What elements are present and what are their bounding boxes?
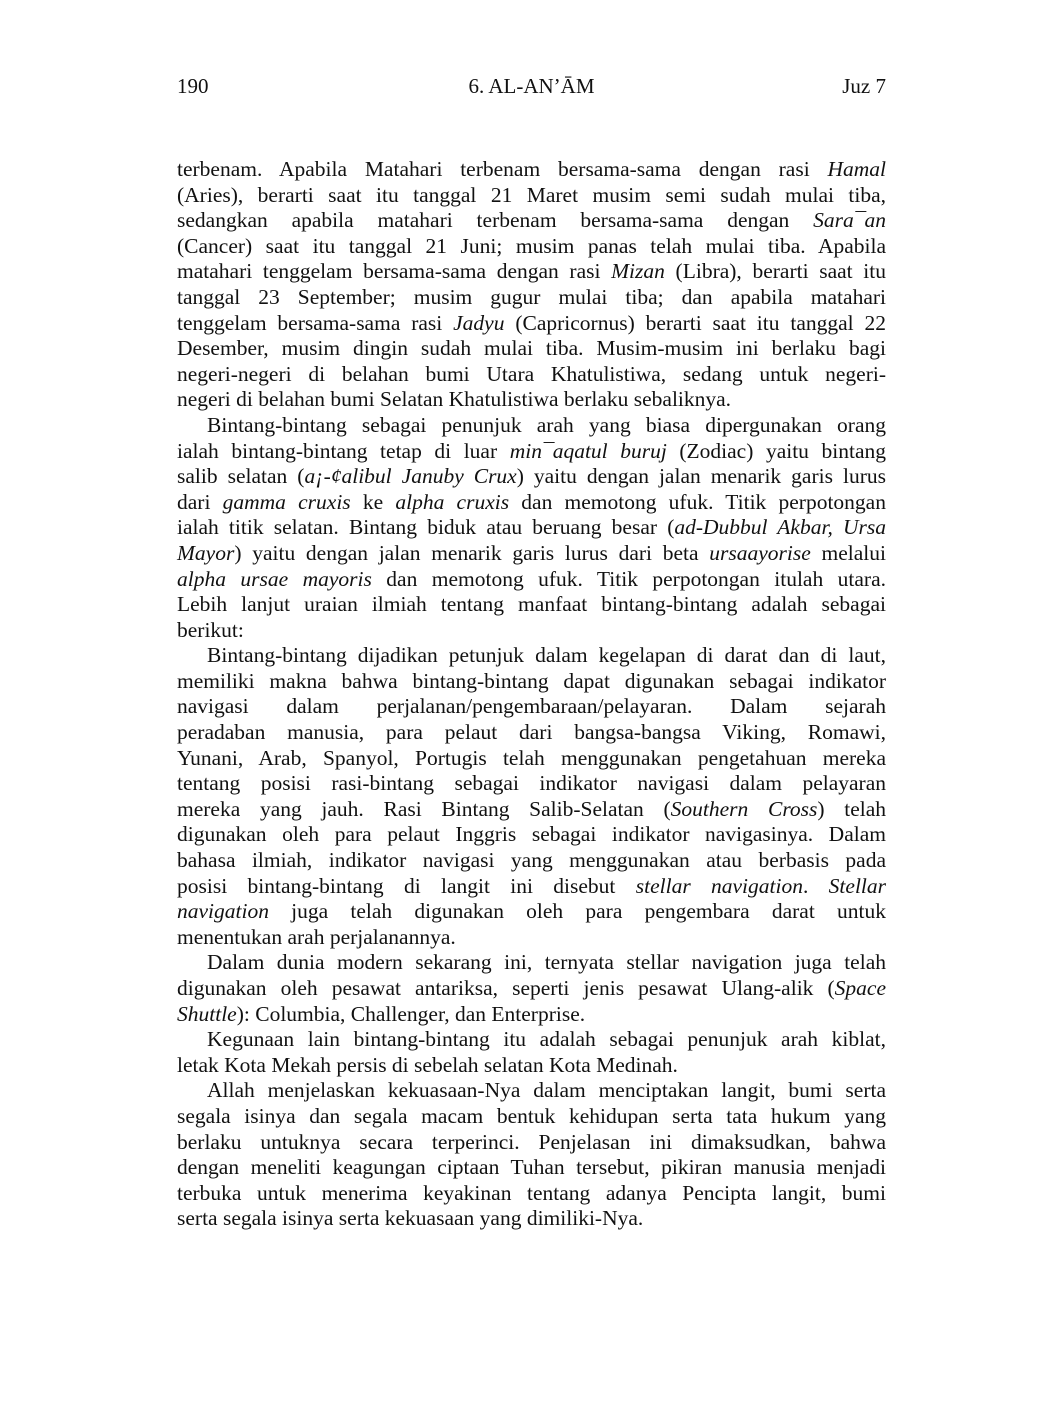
text-run: serta segala isinya serta kekuasaan yang dimiliki-Nya. [177,1206,644,1231]
text-run: tenggelam bersama-sama rasi [177,310,454,335]
text-line [177,618,886,644]
text-run: ): Columbia, Challenger, dan Enterprise. [236,1001,586,1026]
text-line [177,1181,886,1207]
text-run: berikut: [177,617,244,642]
italic-term: ursaayorise [709,540,811,565]
text-run: Yunani, Arab, Spanyol, Portugis telah menggunakan pengetahuan mereka [177,745,886,770]
text-run: dengan meneliti keagungan ciptaan Tuhan tersebut, pikiran manusia menjadi [177,1155,886,1180]
text-run: tanggal 23 September; musim gugur mulai tiba; dan apabila matahari [177,284,886,309]
text-line [177,746,886,772]
text-line [177,464,886,490]
text-run: segala isinya dan segala macam bentuk kehidupan serta tata hukum yang [177,1103,886,1128]
text-line [177,234,886,260]
text-run: sedangkan apabila matahari terbenam bersama-sama dengan [177,208,814,233]
text-line [177,1002,886,1028]
text-run: ke [350,489,396,514]
text-run: ) telah [817,796,887,821]
text-run: terbenam. Apabila Matahari terbenam bersama-sama dengan rasi [177,157,828,181]
text-run: . [802,873,829,898]
text-run: tentang posisi rasi-bintang sebagai indikator navigasi dalam pelayaran [177,771,886,796]
text-run: bahasa ilmiah, indikator navigasi yang menggunakan atau berbasis pada [177,848,886,873]
text-line [177,822,886,848]
text-run: Kegunaan lain bintang-bintang itu adalah sebagai penunjuk arah kiblat, [207,1027,886,1052]
text-run: salib selatan ( [177,464,305,489]
text-run: juga telah digunakan oleh para pengembara darat untuk [268,899,886,924]
text-line [177,208,886,234]
italic-term: alpha cruxis [395,489,510,514]
text-line [177,1155,886,1181]
paragraph [177,1027,886,1078]
text-run: dari [177,489,223,514]
italic-term: gamma cruxis [222,489,351,514]
text-run: dan memotong ufuk. Titik perpotongan [509,489,886,514]
text-line [177,541,886,567]
text-run: menentukan arah perjalanannya. [177,924,456,949]
text-line [177,439,886,465]
juz-label: Juz 7 [842,74,886,98]
text-line [177,259,886,285]
text-run: letak Kota Mekah persis di sebelah selatan Kota Medinah. [177,1052,678,1077]
text-run: memiliki makna bahwa bintang-bintang dapat digunakan sebagai indikator [177,668,886,693]
text-line [177,592,886,618]
text-run: (Zodiac) yaitu bintang [666,438,886,463]
text-line [177,157,886,183]
text-line [177,490,886,516]
text-run: peradaban manusia, para pelaut dari bangsa-bangsa Viking, Romawi, [177,720,886,745]
text-line [177,720,886,746]
text-line [177,899,886,925]
text-line [177,1104,886,1130]
text-run: (Cancer) saat itu tanggal 21 Juni; musim panas telah mulai tiba. Apabila [177,233,886,258]
text-run: negeri-negeri di belahan bumi Utara Khatulistiwa, sedang untuk negeri- [177,361,886,386]
text-line [177,183,886,209]
text-line [177,925,886,951]
text-line [177,848,886,874]
italic-term: alpha ursae mayoris [177,566,372,591]
italic-term: Sara¯an [813,208,886,233]
text-run: terbuka untuk menerima keyakinan tentang adanya Pencipta langit, bumi [177,1180,886,1205]
text-line [177,567,886,593]
chapter-title: 6. AL-AN’ĀM [468,74,595,98]
text-run: posisi bintang-bintang di langit ini disebut [177,873,636,898]
text-run: ) yaitu dengan jalan menarik garis lurus dari beta [234,540,710,565]
text-run: digunakan oleh para pelaut Inggris sebagai indikator navigasinya. Dalam [177,822,886,847]
text-run: (Aries), berarti saat itu tanggal 21 Maret musim semi sudah mulai tiba, [177,182,886,207]
text-line [177,362,886,388]
text-run: berlaku untuknya secara terperinci. Penjelasan ini dimaksudkan, bahwa [177,1129,886,1154]
italic-term: stellar navigation [635,873,803,898]
text-run: matahari tenggelam bersama-sama dengan rasi [177,259,612,284]
text-run: navigasi dalam perjalanan/pengembaraan/pelayaran. Dalam sejarah [177,694,886,719]
text-line [177,387,886,413]
italic-term: Jadyu [453,310,505,335]
text-line [177,1027,886,1053]
text-run: Bintang-bintang sebagai penunjuk arah yang biasa dipergunakan orang [207,412,886,437]
italic-term: navigation [177,899,269,924]
text-run: (Capricornus) berarti saat itu tanggal 22 [504,310,886,335]
text-line [177,950,886,976]
italic-term: a¡-¢alibul Januby Crux [304,464,517,489]
paragraph [177,413,886,643]
text-line [177,874,886,900]
text-line [177,1078,886,1104]
text-line [177,797,886,823]
text-run: (Libra), berarti saat itu [664,259,886,284]
text-run: Bintang-bintang dijadikan petunjuk dalam kegelapan di darat dan di laut, [207,643,886,668]
italic-term: Mayor [177,540,235,565]
text-run: ) yaitu dengan jalan menarik garis lurus [516,464,886,489]
text-run: Desember, musim dingin sudah mulai tiba. Musim-musim ini berlaku bagi [177,336,886,361]
text-run: mereka yang jauh. Rasi Bintang Salib-Selatan ( [177,796,671,821]
italic-term: min¯aqatul buruj [509,438,667,463]
text-line [177,1130,886,1156]
text-line [177,976,886,1002]
italic-term: Space [834,976,886,1000]
text-line [177,771,886,797]
italic-term: Hamal [827,157,886,181]
italic-term: Stellar [828,873,887,898]
body-text [177,157,886,1232]
text-run: negeri di belahan bumi Selatan Khatulistiwa berlaku sebaliknya. [177,387,732,412]
italic-term: Southern Cross [670,796,818,821]
text-run: Allah menjelaskan kekuasaan-Nya dalam menciptakan langit, bumi serta [207,1078,886,1103]
text-run: Dalam dunia modern sekarang ini, ternyata stellar navigation juga telah [207,950,886,975]
text-line [177,669,886,695]
text-run: ialah bintang-bintang tetap di luar [177,438,510,463]
text-line [177,1053,886,1079]
paragraph [177,1078,886,1232]
text-run: Lebih lanjut uraian ilmiah tentang manfaat bintang-bintang adalah sebagai [177,592,886,617]
text-line [177,336,886,362]
italic-term: ad-Dubbul Akbar, Ursa [674,515,886,540]
text-run: dan memotong ufuk. Titik perpotongan itulah utara. [371,566,886,591]
paragraph [177,950,886,1027]
text-line [177,311,886,337]
text-line [177,1206,886,1232]
paragraph [177,643,886,950]
italic-term: Mizan [611,259,665,284]
text-line [177,643,886,669]
text-line [177,285,886,311]
text-line [177,515,886,541]
text-line [177,694,886,720]
page-number: 190 [177,74,209,98]
text-run: melalui [810,540,886,565]
text-run: ialah titik selatan. Bintang biduk atau beruang besar ( [177,515,675,540]
text-line [177,413,886,439]
text-run: digunakan oleh pesawat antariksa, seperti jenis pesawat Ulang-alik ( [177,976,835,1000]
italic-term: Shuttle [177,1001,237,1026]
paragraph [177,157,886,413]
